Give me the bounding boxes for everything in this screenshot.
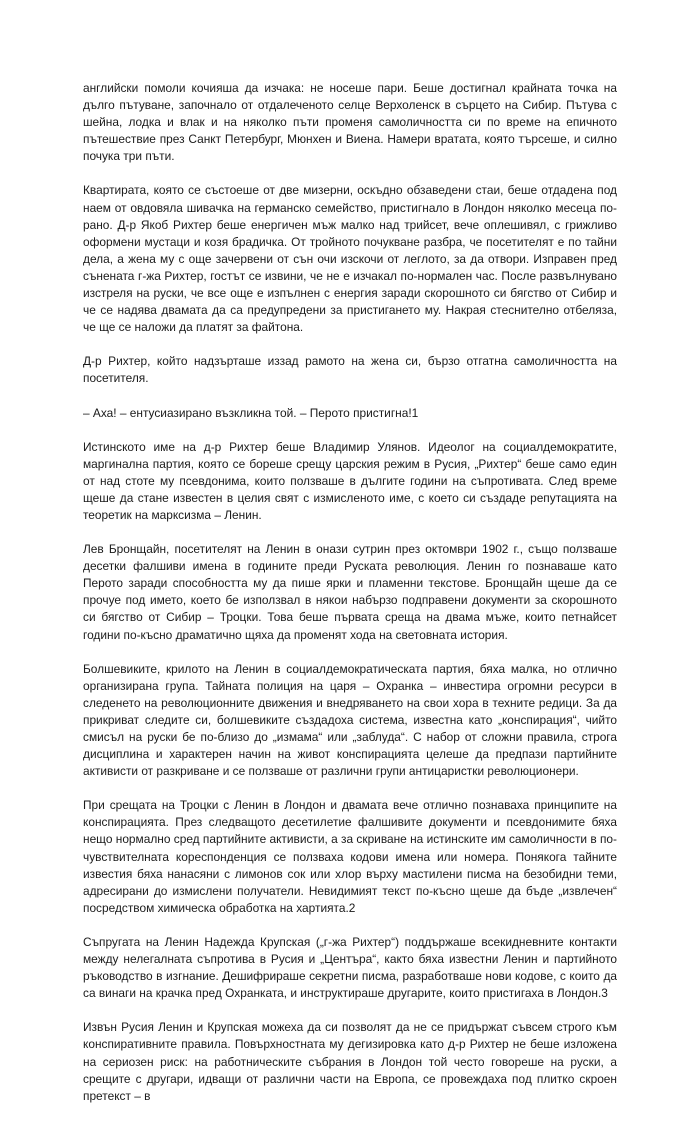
paragraph-8: При срещата на Троцки с Ленин в Лондон и двамата вече отлично познаваха принципите на конспирацията. През следващото десетилетие фалшивите документи и псевдонимите бяха нещо нормално сред партийните активисти, а за скриване на истинските им самоличности в по-чувствителната кореспонденция се ползваха кодови имена или номера. Понякога тайните известия бяха нанасяни с лимонов сок или хлор върху мастилени писма на безобидни теми, адресирани до измислени получатели. Невидимият текст по-късно щеше да бъде „извлечен“ посредством химическа обработка на хартията.2 bbox=[83, 798, 617, 915]
document-page bbox=[83, 80, 617, 1122]
paragraph-3: Д-р Рихтер, който надзърташе иззад рамото на жена си, бързо отгатна самоличността на посетителя. bbox=[83, 354, 617, 386]
paragraph-2: Квартирата, която се състоеше от две мизерни, оскъдно обзаведени стаи, беше отдадена под наем от овдовяла шивачка на германско семейство, пристигнало в Лондон няколко месеца по-рано. Д-р Якоб Рихтер беше енергичен мъж малко над трийсет, вече оплешивял, с грижливо оформени мустаци и козя брадичка. От тройното почукване разбра, че посетителят е по тайни дела, а жена му с още зачервени от сън очи изскочи от леглото, за да отвори. Изправен пред сънената г-жа Рихтер, гостът се извини, че не е изчакал по-нормален час. После развълнувано изстреля на руски, че все още е изпълнен с енергия заради скорошното си бягство от Сибир и че се надява двамата да са предупредени за пристигането му. Накрая стеснително отбеляза, че ще се наложи да платят за файтона. bbox=[83, 183, 617, 335]
paragraph-4-quote: – Аха! – ентусиазирано възкликна той. – Перото пристигна!1 bbox=[83, 405, 419, 420]
paragraph-7: Болшевиките, крилото на Ленин в социалдемократическата партия, бяха малка, но отлично организирана група. Тайната полиция на царя – Охранка – инвестира огромни ресурси в следенето на революционните движения и внедряването на свои хора в техните редици. За да прикриват следите си, болшевиките създадоха система, известна като „конспирация“, чийто смисъл на руски бе по-близо до „измама“ или „заблуда“. С набор от сложни правила, строга дисциплина и характерен начин на живот конспирацията целеше да предпази партийните активисти от разкриване и се ползваше от различни групи антицаристки революционери. bbox=[83, 661, 617, 779]
paragraph-6: Лев Бронщайн, посетителят на Ленин в онази сутрин през октомври 1902 г., също ползваше десетки фалшиви имена в годините преди Руската революция. Ленин го познаваше като Перото заради способността му да пише ярки и пламенни текстове. Бронщайн щеше да се прочуе под името, което бе използвал в някои набързо подправени документи за скорошното си бягство от Сибир – Троцки. Това беше първата среща на двама мъже, които петнайсет години по-късно драматично щяха да променят хода на световната история. bbox=[83, 542, 617, 642]
paragraph-9: Съпругата на Ленин Надежда Крупская („г-жа Рихтер“) поддържаше всекидневните контакти между нелегалната съпротива в Русия и „Центъра“, както бяха известни Ленин и партийното ръководство в изгнание. Дешифрираше секретни писма, разработваше нови кодове, с които да са винаги на крачка пред Охранката, и инструктираше другарите, които пристигаха в Лондон.3 bbox=[83, 934, 617, 1001]
paragraph-1: английски помоли кочияша да изчака: не носеше пари. Беше достигнал крайната точка на дълго пътуване, започнало от отдалеченото селце Верхоленск в сърцето на Сибир. Пътува с шейна, лодка и влак и на няколко пъти променя самоличността си по време на епичното пътешествие през Санкт Петербург, Мюнхен и Виена. Намери вратата, която търсеше, и силно почука три пъти. bbox=[83, 81, 617, 164]
paragraph-5: Истинското име на д-р Рихтер беше Владимир Улянов. Идеолог на социалдемократите, маргинална партия, която се бореше срещу царския режим в Русия, „Рихтер“ беше само един от над стоте му псевдонима, които ползваше в дългите години на съпротивата. След време щеше да стане известен в целия свят с измисленото име, с което си създаде репутацията на теоретик на марксизма – Ленин. bbox=[83, 439, 617, 522]
paragraph-10: Извън Русия Ленин и Крупская можеха да си позволят да не се придържат съвсем строго към конспиративните правила. Повърхностната му дегизировка като д-р Рихтер не беше изложена на сериозен риск: на работническите събрания в Лондон той често говореше на руски, а срещите с другари, идващи от различни части на Европа, се провеждаха под плитко скроен претекст – в bbox=[83, 1020, 617, 1103]
